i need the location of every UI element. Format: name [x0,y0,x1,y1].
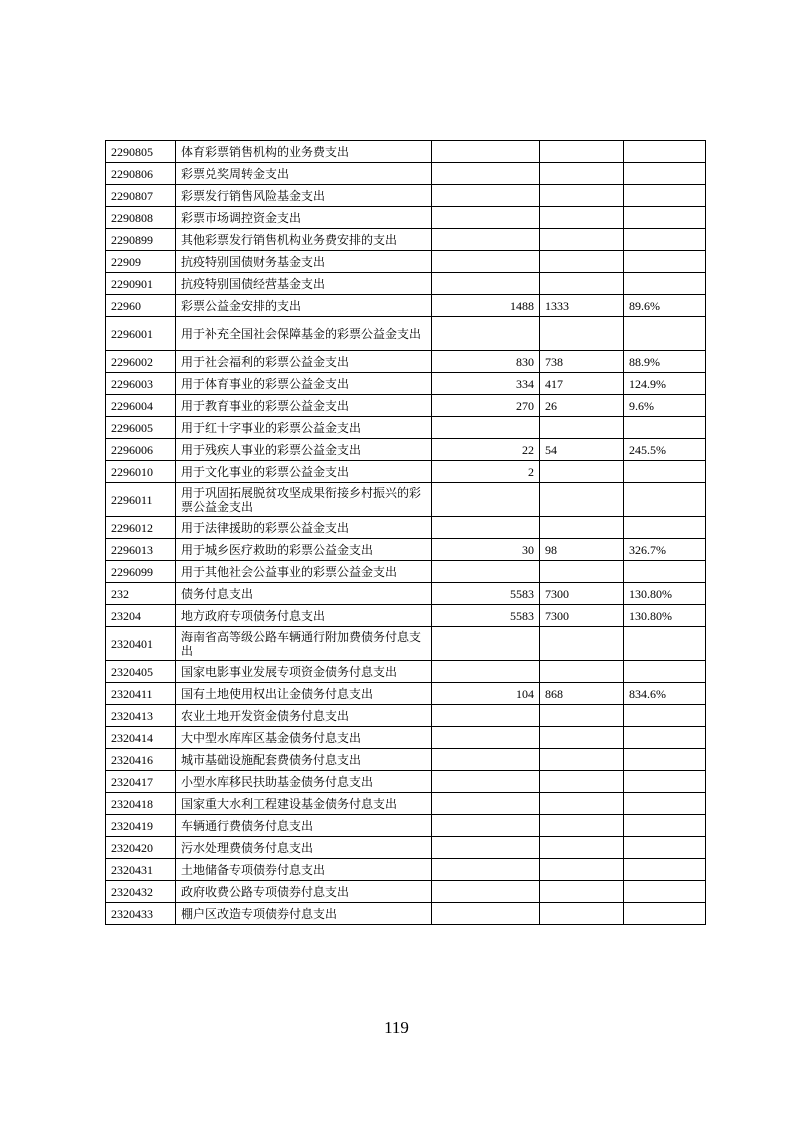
cell-value-1 [432,317,540,351]
cell-value-3 [624,251,706,273]
cell-value-1 [432,561,540,583]
table-row [106,273,706,295]
cell-value-2 [540,185,624,207]
cell-value-2: 738 [540,351,624,373]
cell-value-3: 88.9% [624,351,706,373]
cell-value-2 [540,317,624,351]
cell-code: 2320405 [106,661,176,683]
table-row [106,539,706,561]
cell-value-3 [624,461,706,483]
cell-value-3: 124.9% [624,373,706,395]
cell-value-3 [624,273,706,295]
table-row [106,837,706,859]
cell-code: 2320417 [106,771,176,793]
table-row [106,317,706,351]
cell-value-3 [624,483,706,517]
cell-value-2 [540,661,624,683]
table-row [106,229,706,251]
cell-value-2 [540,837,624,859]
cell-code: 2290901 [106,273,176,295]
cell-value-1: 5583 [432,583,540,605]
cell-value-1 [432,793,540,815]
cell-code: 2320411 [106,683,176,705]
cell-value-2: 417 [540,373,624,395]
cell-value-1 [432,251,540,273]
table-row [106,605,706,627]
cell-name: 用于社会福利的彩票公益金支出 [176,351,432,373]
cell-value-2: 26 [540,395,624,417]
cell-code: 2296011 [106,483,176,517]
cell-code: 22960 [106,295,176,317]
cell-name: 用于教育事业的彩票公益金支出 [176,395,432,417]
table-row [106,661,706,683]
table-row [106,483,706,517]
cell-name: 用于法律援助的彩票公益金支出 [176,517,432,539]
cell-code: 2296013 [106,539,176,561]
table-row [106,185,706,207]
budget-table [105,140,706,925]
cell-value-3: 130.80% [624,583,706,605]
cell-value-3 [624,815,706,837]
cell-code: 2320432 [106,881,176,903]
cell-value-3: 130.80% [624,605,706,627]
cell-code: 2320413 [106,705,176,727]
cell-name: 政府收费公路专项债券付息支出 [176,881,432,903]
cell-name: 彩票兑奖周转金支出 [176,163,432,185]
cell-code: 2296003 [106,373,176,395]
cell-value-2 [540,749,624,771]
table-row [106,295,706,317]
table-body [106,141,706,925]
cell-value-3 [624,207,706,229]
cell-value-1: 830 [432,351,540,373]
cell-code: 2296002 [106,351,176,373]
cell-value-2: 7300 [540,605,624,627]
cell-value-2 [540,793,624,815]
cell-value-3 [624,771,706,793]
cell-value-1: 30 [432,539,540,561]
cell-code: 2320420 [106,837,176,859]
table-row [106,373,706,395]
cell-code: 2290805 [106,141,176,163]
cell-value-3 [624,517,706,539]
table-row [106,583,706,605]
cell-value-1 [432,229,540,251]
cell-value-2: 868 [540,683,624,705]
table-row [106,881,706,903]
cell-name: 体育彩票销售机构的业务费支出 [176,141,432,163]
cell-name: 国有土地使用权出让金债务付息支出 [176,683,432,705]
cell-value-1: 2 [432,461,540,483]
cell-value-2 [540,163,624,185]
cell-value-1 [432,141,540,163]
cell-value-1 [432,163,540,185]
cell-value-3 [624,859,706,881]
table-row [106,141,706,163]
cell-value-3: 89.6% [624,295,706,317]
cell-name: 用于残疾人事业的彩票公益金支出 [176,439,432,461]
cell-value-2 [540,517,624,539]
table-row [106,903,706,925]
cell-name: 用于文化事业的彩票公益金支出 [176,461,432,483]
cell-name: 债务付息支出 [176,583,432,605]
cell-name: 国家电影事业发展专项资金债务付息支出 [176,661,432,683]
cell-name: 彩票市场调控资金支出 [176,207,432,229]
cell-code: 2296004 [106,395,176,417]
table-row [106,461,706,483]
cell-name: 小型水库移民扶助基金债务付息支出 [176,771,432,793]
table-row [106,815,706,837]
cell-code: 2296012 [106,517,176,539]
cell-value-2 [540,229,624,251]
cell-name: 国家重大水利工程建设基金债务付息支出 [176,793,432,815]
cell-name: 用于补充全国社会保障基金的彩票公益金支出 [176,317,432,351]
table-row [106,859,706,881]
cell-value-1 [432,881,540,903]
cell-value-1: 334 [432,373,540,395]
cell-code: 2320416 [106,749,176,771]
cell-value-1 [432,815,540,837]
cell-value-1: 5583 [432,605,540,627]
cell-value-2 [540,141,624,163]
table-row [106,439,706,461]
cell-value-3 [624,749,706,771]
table-row [106,771,706,793]
cell-code: 2320419 [106,815,176,837]
cell-code: 2320418 [106,793,176,815]
cell-name: 用于其他社会公益事业的彩票公益金支出 [176,561,432,583]
cell-value-2 [540,207,624,229]
table-row [106,627,706,661]
cell-name: 用于红十字事业的彩票公益金支出 [176,417,432,439]
cell-code: 2290807 [106,185,176,207]
cell-value-2 [540,705,624,727]
cell-value-1 [432,517,540,539]
table-row [106,683,706,705]
cell-name: 地方政府专项债务付息支出 [176,605,432,627]
cell-value-2 [540,627,624,661]
cell-name: 用于体育事业的彩票公益金支出 [176,373,432,395]
cell-value-1: 1488 [432,295,540,317]
cell-value-1: 270 [432,395,540,417]
cell-value-2 [540,273,624,295]
cell-value-2: 7300 [540,583,624,605]
cell-value-1 [432,903,540,925]
cell-value-2 [540,417,624,439]
cell-value-3 [624,229,706,251]
cell-value-3 [624,837,706,859]
cell-code: 2296006 [106,439,176,461]
page-number: 119 [384,1018,409,1037]
cell-value-3 [624,627,706,661]
cell-code: 2296001 [106,317,176,351]
cell-value-2 [540,903,624,925]
cell-value-1: 104 [432,683,540,705]
cell-value-2: 1333 [540,295,624,317]
cell-value-1 [432,727,540,749]
table-row [106,207,706,229]
cell-name: 棚户区改造专项债券付息支出 [176,903,432,925]
cell-code: 2290808 [106,207,176,229]
table-row [106,351,706,373]
cell-value-3 [624,185,706,207]
cell-value-3 [624,903,706,925]
cell-code: 2296099 [106,561,176,583]
cell-value-1 [432,661,540,683]
cell-name: 污水处理费债务付息支出 [176,837,432,859]
cell-value-3: 9.6% [624,395,706,417]
cell-value-1 [432,185,540,207]
cell-value-3 [624,881,706,903]
cell-value-2 [540,815,624,837]
cell-value-1 [432,273,540,295]
cell-name: 车辆通行费债务付息支出 [176,815,432,837]
table-row [106,395,706,417]
table-row [106,251,706,273]
cell-value-1 [432,483,540,517]
cell-value-1 [432,417,540,439]
cell-value-3 [624,417,706,439]
table-row [106,749,706,771]
cell-code: 2296010 [106,461,176,483]
cell-value-2 [540,461,624,483]
cell-value-3: 834.6% [624,683,706,705]
table-row [106,705,706,727]
cell-code: 2290899 [106,229,176,251]
cell-value-2 [540,561,624,583]
table-row [106,793,706,815]
cell-value-2 [540,881,624,903]
cell-code: 2320414 [106,727,176,749]
cell-name: 城市基础设施配套费债务付息支出 [176,749,432,771]
cell-value-3 [624,317,706,351]
cell-code: 2296005 [106,417,176,439]
cell-value-1 [432,207,540,229]
table-row [106,561,706,583]
cell-value-2 [540,859,624,881]
cell-name: 抗疫特别国债财务基金支出 [176,251,432,273]
cell-value-2 [540,251,624,273]
cell-code: 232 [106,583,176,605]
cell-name: 用于巩固拓展脱贫攻坚成果衔接乡村振兴的彩票公益金支出 [176,483,432,517]
cell-value-3: 245.5% [624,439,706,461]
cell-value-2: 54 [540,439,624,461]
cell-name: 其他彩票发行销售机构业务费安排的支出 [176,229,432,251]
cell-code: 2320431 [106,859,176,881]
cell-name: 大中型水库库区基金债务付息支出 [176,727,432,749]
cell-code: 2320433 [106,903,176,925]
cell-value-3: 326.7% [624,539,706,561]
cell-value-1 [432,837,540,859]
cell-name: 抗疫特别国债经营基金支出 [176,273,432,295]
cell-code: 22909 [106,251,176,273]
cell-value-1: 22 [432,439,540,461]
table-row [106,417,706,439]
table-row [106,163,706,185]
cell-name: 彩票公益金安排的支出 [176,295,432,317]
cell-value-3 [624,661,706,683]
table-row [106,517,706,539]
cell-value-1 [432,859,540,881]
cell-name: 土地储备专项债券付息支出 [176,859,432,881]
cell-name: 农业土地开发资金债务付息支出 [176,705,432,727]
cell-value-3 [624,561,706,583]
cell-value-3 [624,727,706,749]
cell-code: 2320401 [106,627,176,661]
cell-value-2: 98 [540,539,624,561]
table-row [106,727,706,749]
cell-value-2 [540,727,624,749]
cell-value-2 [540,483,624,517]
cell-value-2 [540,771,624,793]
cell-name: 海南省高等级公路车辆通行附加费债务付息支出 [176,627,432,661]
cell-value-1 [432,627,540,661]
cell-value-1 [432,705,540,727]
cell-code: 2290806 [106,163,176,185]
cell-value-1 [432,749,540,771]
cell-name: 彩票发行销售风险基金支出 [176,185,432,207]
cell-value-3 [624,705,706,727]
cell-code: 23204 [106,605,176,627]
cell-value-3 [624,163,706,185]
cell-value-3 [624,793,706,815]
cell-value-3 [624,141,706,163]
cell-value-1 [432,771,540,793]
cell-name: 用于城乡医疗救助的彩票公益金支出 [176,539,432,561]
